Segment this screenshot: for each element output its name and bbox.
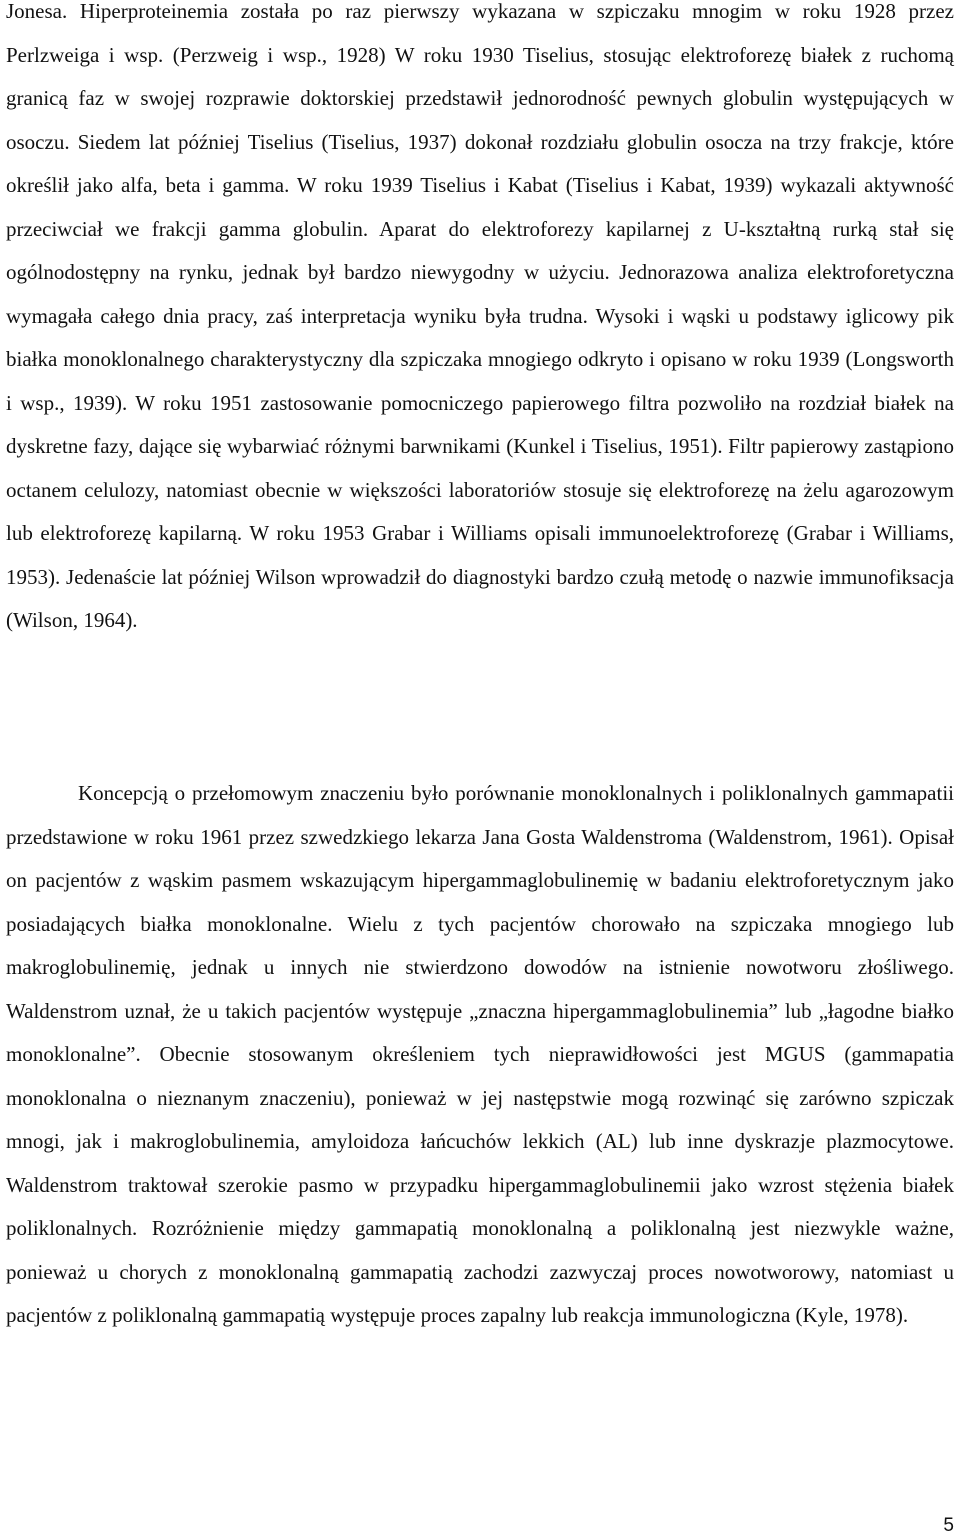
body-paragraph-2: Koncepcją o przełomowym znaczeniu było porównanie monoklonalnych i poliklonalnych gammapatii przedstawione w roku 1961 przez szwedzkiego lekarza Jana Gosta Waldenstroma (Waldenstrom, 1961). Opisał on pacjentów z wąskim pasmem wskazującym hipergammaglobulinemię w badaniu elektroforetycznym jako posiadających białka monoklonalne. Wielu z tych pacjentów chorowało na szpiczaka mnogiego lub makroglobulinemię, jednak u innych nie stwierdzono dowodów na istnienie nowotworu złośliwego. Waldenstrom uznał, że u takich pacjentów występuje „znaczna hipergammaglobulinemia” lub „łagodne białko monoklonalne”. Obecnie stosowanym określeniem tych nieprawidłowości jest MGUS (gammapatia monoklonalna o nieznanym znaczeniu), ponieważ w jej następstwie mogą rozwinąć się zarówno szpiczak mnogi, jak i makroglobulinemia, amyloidoza łańcuchów lekkich (AL) lub inne dyskrazje plazmocytowe. Waldenstrom traktował szerokie pasmo w przypadku hipergammaglobulinemii jako wzrost stężenia białek poliklonalnych. Rozróżnienie między gammapatią monoklonalną a poliklonalną jest niezwykle ważne, ponieważ u chorych z monoklonalną gammapatią zachodzi zazwyczaj proces nowotworowy, natomiast u pacjentów z poliklonalną gammapatią występuje proces zapalny lub reakcja immunologiczna (Kyle, 1978). (6, 781, 954, 1327)
body-paragraph-1: Jonesa. Hiperproteinemia została po raz pierwszy wykazana w szpiczaku mnogim w roku 1928 przez Perlzweiga i wsp. (Perzweig i wsp., 1928) W roku 1930 Tiselius, stosując elektroforezę białek z ruchomą granicą faz w swojej rozprawie doktorskiej przedstawił jednorodność pewnych globulin występujących w osoczu. Siedem lat później Tiselius (Tiselius, 1937) dokonał rozdziału globulin osocza na trzy frakcje, które określił jako alfa, beta i gamma. W roku 1939 Tiselius i Kabat (Tiselius i Kabat, 1939) wykazali aktywność przeciwciał we frakcji gamma globulin. Aparat do elektroforezy kapilarnej z U-kształtną rurką stał się ogólnodostępny na rynku, jednak był bardzo niewygodny w użyciu. Jednorazowa analiza elektroforetyczna wymagała całego dnia pracy, zaś interpretacja wyniku była trudna. Wysoki i wąski u podstawy iglicowy pik białka monoklonalnego charakterystyczny dla szpiczaka mnogiego odkryto i opisano w roku 1939 (Longsworth i wsp., 1939). W roku 1951 zastosowanie pomocniczego papierowego filtra pozwoliło na rozdział białek na dyskretne fazy, dające się wybarwiać różnymi barwnikami (Kunkel i Tiselius, 1951). Filtr papierowy zastąpiono octanem celulozy, natomiast obecnie w większości laboratoriów stosuje się elektroforezę na żelu agarozowym lub elektroforezę kapilarną. W roku 1953 Grabar i Williams opisali immunoelektroforezę (Grabar i Williams, 1953). Jedenaście lat później Wilson wprowadził do diagnostyki bardzo czułą metodę o nazwie immunofiksacja (Wilson, 1964). (6, 0, 954, 632)
page-number: 5 (943, 1515, 954, 1536)
